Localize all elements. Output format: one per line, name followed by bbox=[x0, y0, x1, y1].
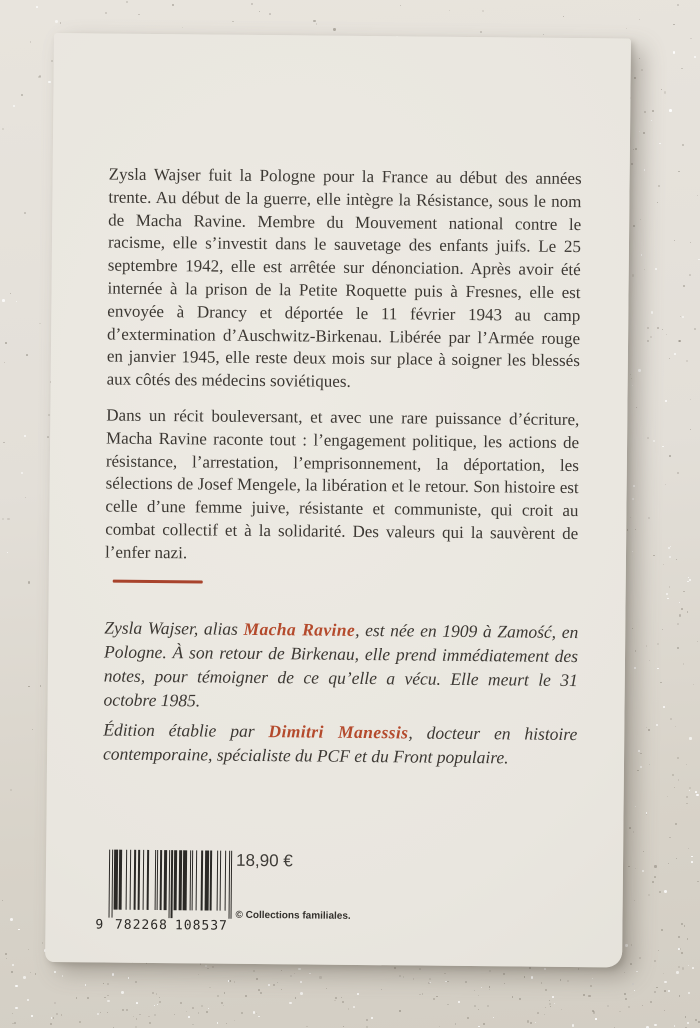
edition-text-post: , docteur en histoire contemporaine, spécialiste du PCF et du Front populaire. bbox=[102, 721, 578, 767]
edition-highlight-editor: Dimitri Manessis bbox=[268, 720, 409, 742]
edition-text-pre: Édition établie par bbox=[103, 719, 269, 741]
bio-text-post: , est née en 1909 à Zamość, en Pologne. À son retour de Birkenau, elle prend immédiatement des notes, pour témoigner de ce qu’elle a vécu. Elle meurt le 31 octobre 1985. bbox=[103, 619, 579, 710]
bio-paragraph bbox=[103, 615, 578, 716]
barcode-bars bbox=[109, 850, 234, 919]
edition-paragraph bbox=[103, 717, 577, 770]
divider-rule bbox=[113, 580, 203, 584]
book-cover bbox=[45, 33, 631, 967]
bio-highlight-author: Macha Ravine bbox=[243, 618, 356, 640]
barcode-digits bbox=[95, 915, 235, 934]
blurb bbox=[105, 164, 582, 569]
commerce-row bbox=[45, 847, 623, 953]
blurb-paragraph: Zysla Wajser fuit la Pologne pour la France au début des années trente. Au début de la guerre, elle intègre la Résistance, sous le nom de Macha Ravine. Membre du Mouvement national contre le racisme, elle s’investit dans le sauvetage des enfants juifs. Le 25 septembre 1942, elle est arrêtée sur dénonciation. Après avoir été internée à la prison de la Petite Roquette puis à Fresnes, elle est envoyée à Drancy et déportée le 11 février 1943 au camp d’extermination d’Auschwitz-Birkenau. Libérée par l’Armée rouge en janvier 1945, elle reste deux mois sur place à soigner les blessés aux côtés des médecins soviétiques. bbox=[106, 164, 582, 392]
price-label: 18,90 € bbox=[235, 850, 293, 871]
barcode bbox=[95, 849, 236, 940]
bio-text-pre: Zysla Wajser, alias bbox=[104, 617, 244, 639]
blurb-paragraph: Dans un récit bouleversant, et avec une rare puissance d’écriture, Macha Ravine raconte tout : l’engagement politique, les actions de résistance, l’arrestation, l’emprisonnement, la déportation, les sélections de Josef Mengele, la libération et le retour. Son histoire est celle d’une femme juive, résistante et communiste, qui croit au combat collectif et à la solidarité. Des valeurs qui la sauvèrent de l’enfer nazi. bbox=[104, 405, 580, 563]
barcode-digits-right: 108537 bbox=[174, 918, 228, 934]
publisher-credit: © Collections familiales. bbox=[235, 909, 351, 922]
barcode-digit-first: 9 bbox=[95, 917, 104, 933]
barcode-digits-left: 782268 bbox=[114, 917, 168, 934]
